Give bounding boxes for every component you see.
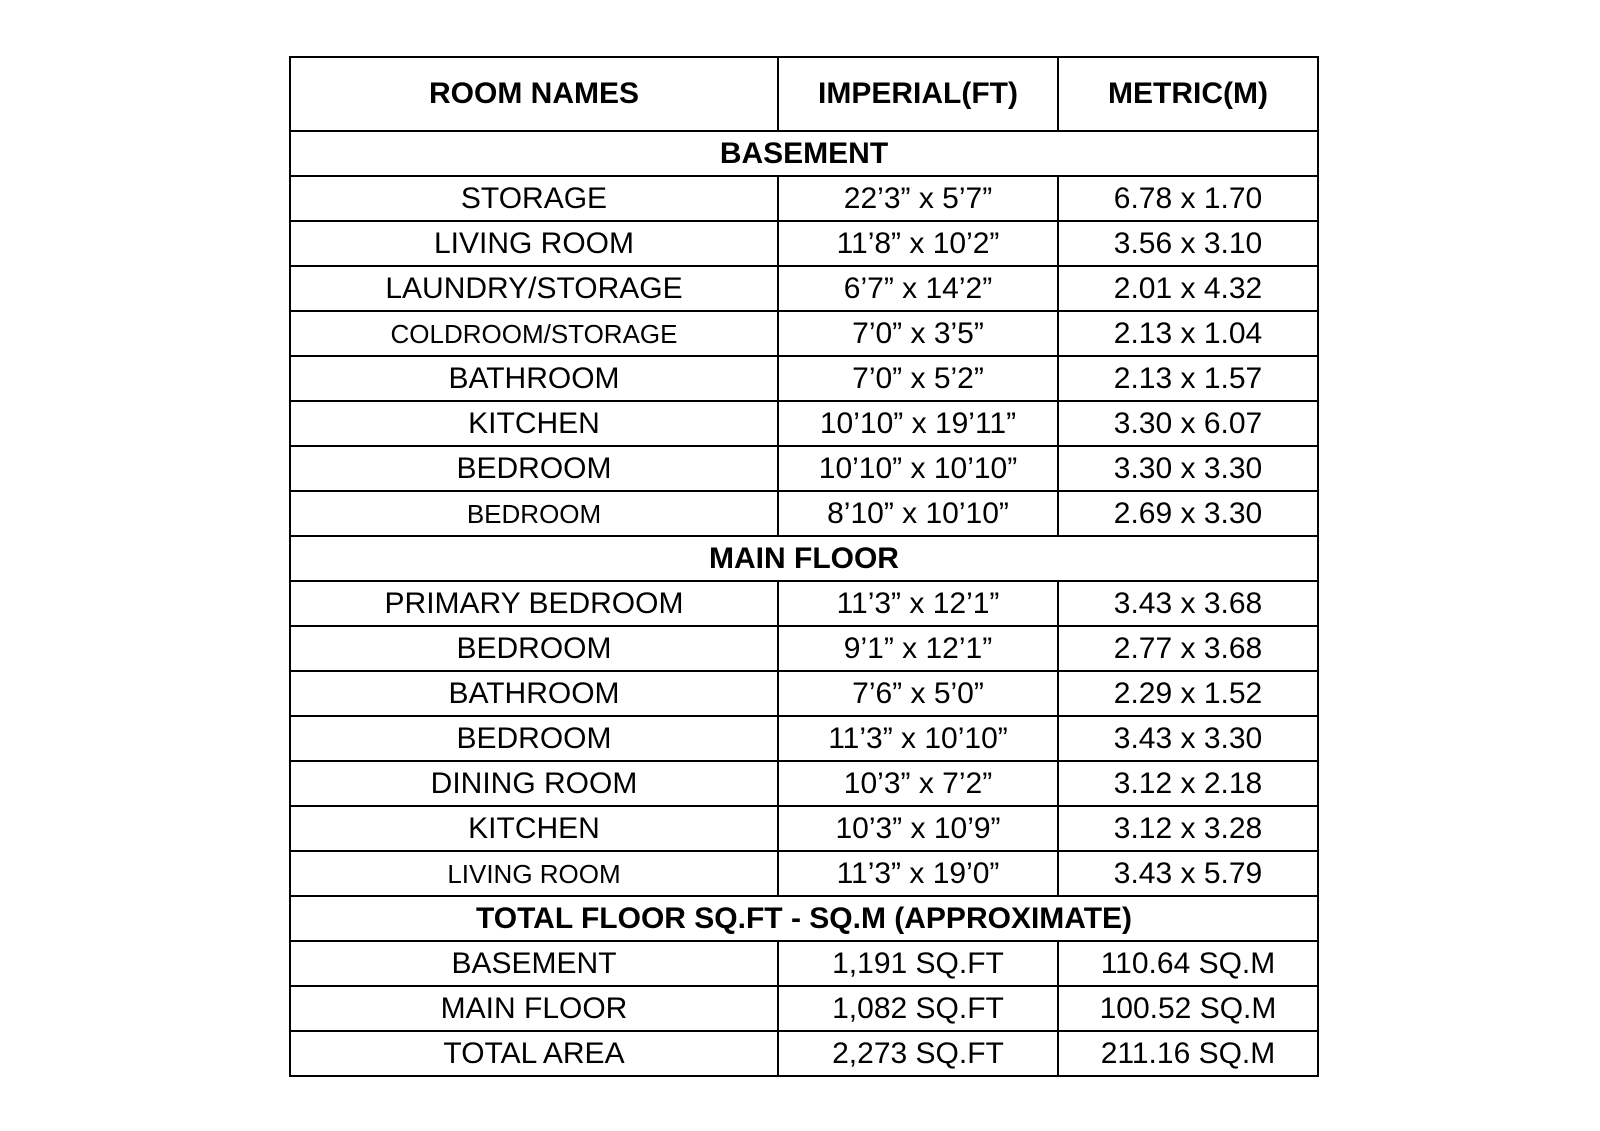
table-row bbox=[290, 806, 1318, 851]
table-row bbox=[290, 446, 1318, 491]
imperial-cell: 11’3” x 10’10” bbox=[778, 716, 1058, 761]
imperial-cell: 7’6” x 5’0” bbox=[778, 671, 1058, 716]
table-row bbox=[290, 176, 1318, 221]
room-name-cell: PRIMARY BEDROOM bbox=[290, 581, 778, 626]
metric-cell: 3.30 x 3.30 bbox=[1058, 446, 1318, 491]
table-row bbox=[290, 581, 1318, 626]
room-name-cell: BATHROOM bbox=[290, 671, 778, 716]
metric-cell: 3.43 x 5.79 bbox=[1058, 851, 1318, 896]
metric-cell: 3.56 x 3.10 bbox=[1058, 221, 1318, 266]
metric-cell: 2.01 x 4.32 bbox=[1058, 266, 1318, 311]
room-name-cell: STORAGE bbox=[290, 176, 778, 221]
section-title: MAIN FLOOR bbox=[290, 536, 1318, 581]
table-row bbox=[290, 311, 1318, 356]
metric-cell: 6.78 x 1.70 bbox=[1058, 176, 1318, 221]
imperial-cell: 8’10” x 10’10” bbox=[778, 491, 1058, 536]
column-header-room-names: ROOM NAMES bbox=[290, 57, 778, 131]
section-row-basement bbox=[290, 131, 1318, 176]
table-row bbox=[290, 671, 1318, 716]
table-row bbox=[290, 986, 1318, 1031]
section-title: TOTAL FLOOR SQ.FT - SQ.M (APPROXIMATE) bbox=[290, 896, 1318, 941]
metric-cell: 100.52 SQ.M bbox=[1058, 986, 1318, 1031]
room-name-cell: KITCHEN bbox=[290, 401, 778, 446]
room-name-cell: BEDROOM bbox=[290, 446, 778, 491]
room-name-cell: BEDROOM bbox=[290, 491, 778, 536]
column-header-metric: METRIC(M) bbox=[1058, 57, 1318, 131]
room-name-cell: BASEMENT bbox=[290, 941, 778, 986]
room-name-cell: TOTAL AREA bbox=[290, 1031, 778, 1076]
metric-cell: 2.77 x 3.68 bbox=[1058, 626, 1318, 671]
imperial-cell: 22’3” x 5’7” bbox=[778, 176, 1058, 221]
column-header-imperial: IMPERIAL(FT) bbox=[778, 57, 1058, 131]
metric-cell: 3.43 x 3.30 bbox=[1058, 716, 1318, 761]
metric-cell: 110.64 SQ.M bbox=[1058, 941, 1318, 986]
imperial-cell: 10’10” x 19’11” bbox=[778, 401, 1058, 446]
imperial-cell: 7’0” x 5’2” bbox=[778, 356, 1058, 401]
table-row bbox=[290, 221, 1318, 266]
metric-cell: 2.13 x 1.04 bbox=[1058, 311, 1318, 356]
room-name-cell: BATHROOM bbox=[290, 356, 778, 401]
imperial-cell: 10’3” x 10’9” bbox=[778, 806, 1058, 851]
imperial-cell: 7’0” x 3’5” bbox=[778, 311, 1058, 356]
metric-cell: 2.29 x 1.52 bbox=[1058, 671, 1318, 716]
metric-cell: 3.12 x 2.18 bbox=[1058, 761, 1318, 806]
room-name-cell: KITCHEN bbox=[290, 806, 778, 851]
metric-cell: 3.30 x 6.07 bbox=[1058, 401, 1318, 446]
table-row bbox=[290, 851, 1318, 896]
table-row bbox=[290, 1031, 1318, 1076]
metric-cell: 2.69 x 3.30 bbox=[1058, 491, 1318, 536]
room-name-cell: BEDROOM bbox=[290, 716, 778, 761]
room-dimensions-table bbox=[289, 56, 1319, 1077]
room-name-cell: LIVING ROOM bbox=[290, 851, 778, 896]
room-name-cell: LIVING ROOM bbox=[290, 221, 778, 266]
table-header-row bbox=[290, 57, 1318, 131]
section-row-main-floor bbox=[290, 536, 1318, 581]
table-row bbox=[290, 761, 1318, 806]
imperial-cell: 10’10” x 10’10” bbox=[778, 446, 1058, 491]
table-row bbox=[290, 266, 1318, 311]
room-name-cell: LAUNDRY/STORAGE bbox=[290, 266, 778, 311]
room-name-cell: DINING ROOM bbox=[290, 761, 778, 806]
section-title: BASEMENT bbox=[290, 131, 1318, 176]
table-row bbox=[290, 491, 1318, 536]
table-row bbox=[290, 356, 1318, 401]
imperial-cell: 2,273 SQ.FT bbox=[778, 1031, 1058, 1076]
section-row-totals bbox=[290, 896, 1318, 941]
table-row bbox=[290, 716, 1318, 761]
table-row bbox=[290, 626, 1318, 671]
metric-cell: 3.43 x 3.68 bbox=[1058, 581, 1318, 626]
imperial-cell: 1,191 SQ.FT bbox=[778, 941, 1058, 986]
imperial-cell: 11’8” x 10’2” bbox=[778, 221, 1058, 266]
room-name-cell: COLDROOM/STORAGE bbox=[290, 311, 778, 356]
imperial-cell: 11’3” x 12’1” bbox=[778, 581, 1058, 626]
imperial-cell: 10’3” x 7’2” bbox=[778, 761, 1058, 806]
metric-cell: 3.12 x 3.28 bbox=[1058, 806, 1318, 851]
metric-cell: 211.16 SQ.M bbox=[1058, 1031, 1318, 1076]
room-name-cell: MAIN FLOOR bbox=[290, 986, 778, 1031]
imperial-cell: 1,082 SQ.FT bbox=[778, 986, 1058, 1031]
imperial-cell: 6’7” x 14’2” bbox=[778, 266, 1058, 311]
table-row bbox=[290, 941, 1318, 986]
imperial-cell: 9’1” x 12’1” bbox=[778, 626, 1058, 671]
metric-cell: 2.13 x 1.57 bbox=[1058, 356, 1318, 401]
room-name-cell: BEDROOM bbox=[290, 626, 778, 671]
imperial-cell: 11’3” x 19’0” bbox=[778, 851, 1058, 896]
table-row bbox=[290, 401, 1318, 446]
